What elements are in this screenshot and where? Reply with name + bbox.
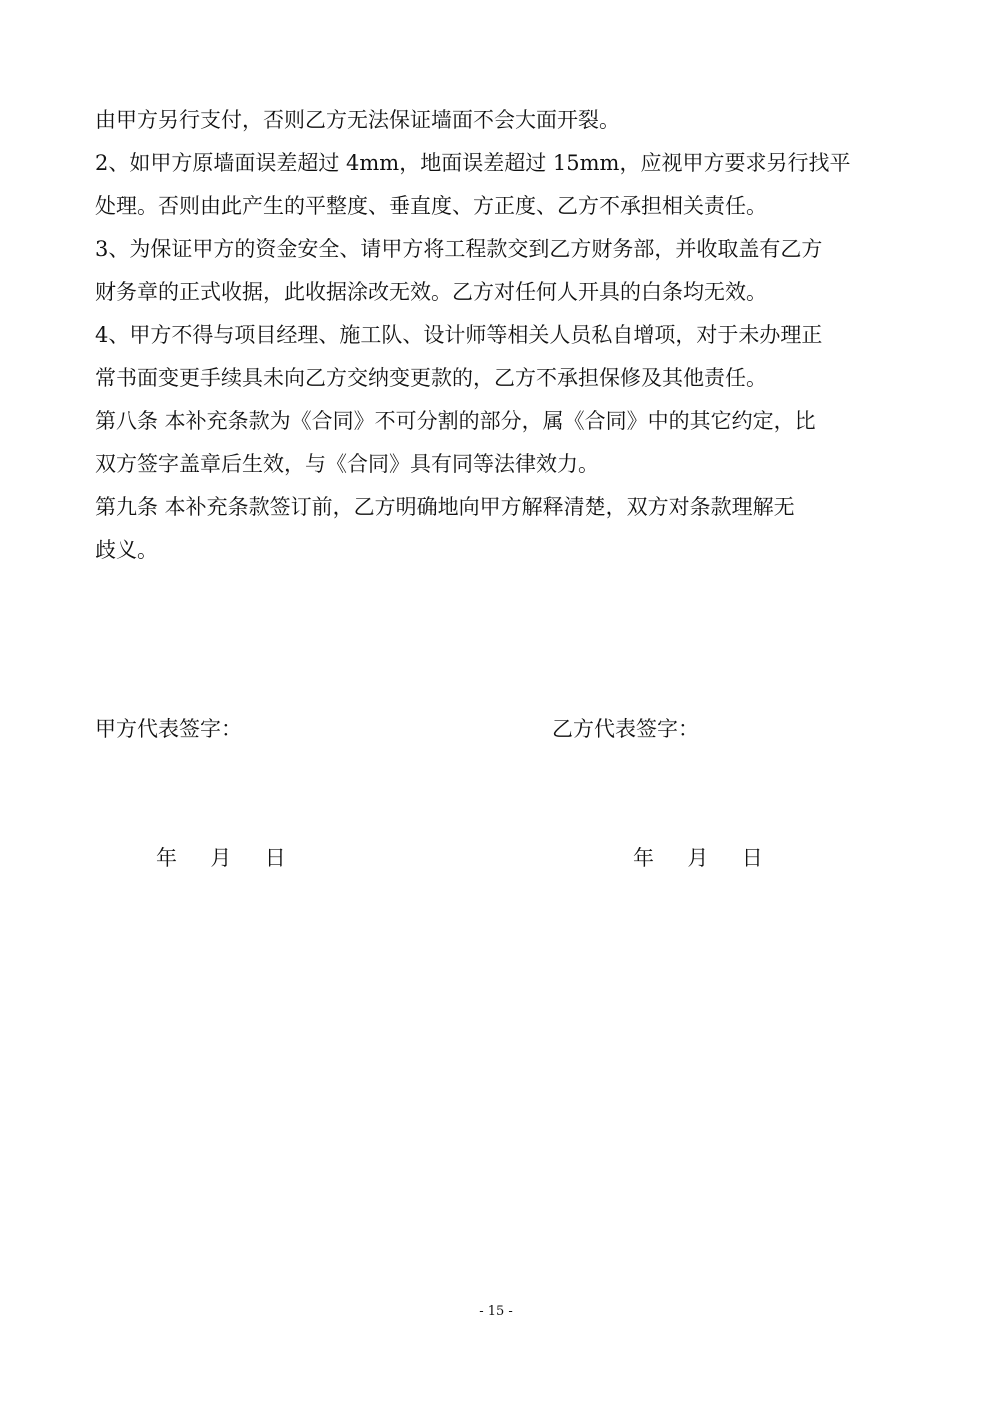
party-a-date: 年 月 日 (156, 846, 286, 870)
body-line: 第八条 本补充条款为《合同》不可分割的部分，属《合同》中的其它约定，比 (95, 409, 816, 433)
page-number: - 15 - (479, 1304, 513, 1319)
party-a-signature-label: 甲方代表签字： (95, 717, 242, 741)
body-line: 由甲方另行支付，否则乙方无法保证墙面不会大面开裂。 (95, 108, 620, 132)
body-line: 常书面变更手续具未向乙方交纳变更款的，乙方不承担保修及其他责任。 (95, 366, 767, 390)
party-b-signature-label: 乙方代表签字： (552, 717, 699, 741)
body-line: 歧义。 (95, 538, 158, 562)
body-line: 4、甲方不得与项目经理、施工队、设计师等相关人员私自增项，对于未办理正 (95, 323, 823, 347)
contract-body (95, 99, 900, 572)
body-line: 第九条 本补充条款签订前，乙方明确地向甲方解释清楚，双方对条款理解无 (95, 495, 795, 519)
body-line: 2、如甲方原墙面误差超过 4mm，地面误差超过 15mm，应视甲方要求另行找平 (95, 151, 851, 175)
body-line: 处理。否则由此产生的平整度、垂直度、方正度、乙方不承担相关责任。 (95, 194, 767, 218)
party-b-date: 年 月 日 (633, 846, 763, 870)
body-line: 双方签字盖章后生效，与《合同》具有同等法律效力。 (95, 452, 599, 476)
body-line: 财务章的正式收据，此收据涂改无效。乙方对任何人开具的白条均无效。 (95, 280, 767, 304)
body-line: 3、为保证甲方的资金安全、请甲方将工程款交到乙方财务部，并收取盖有乙方 (95, 237, 823, 261)
